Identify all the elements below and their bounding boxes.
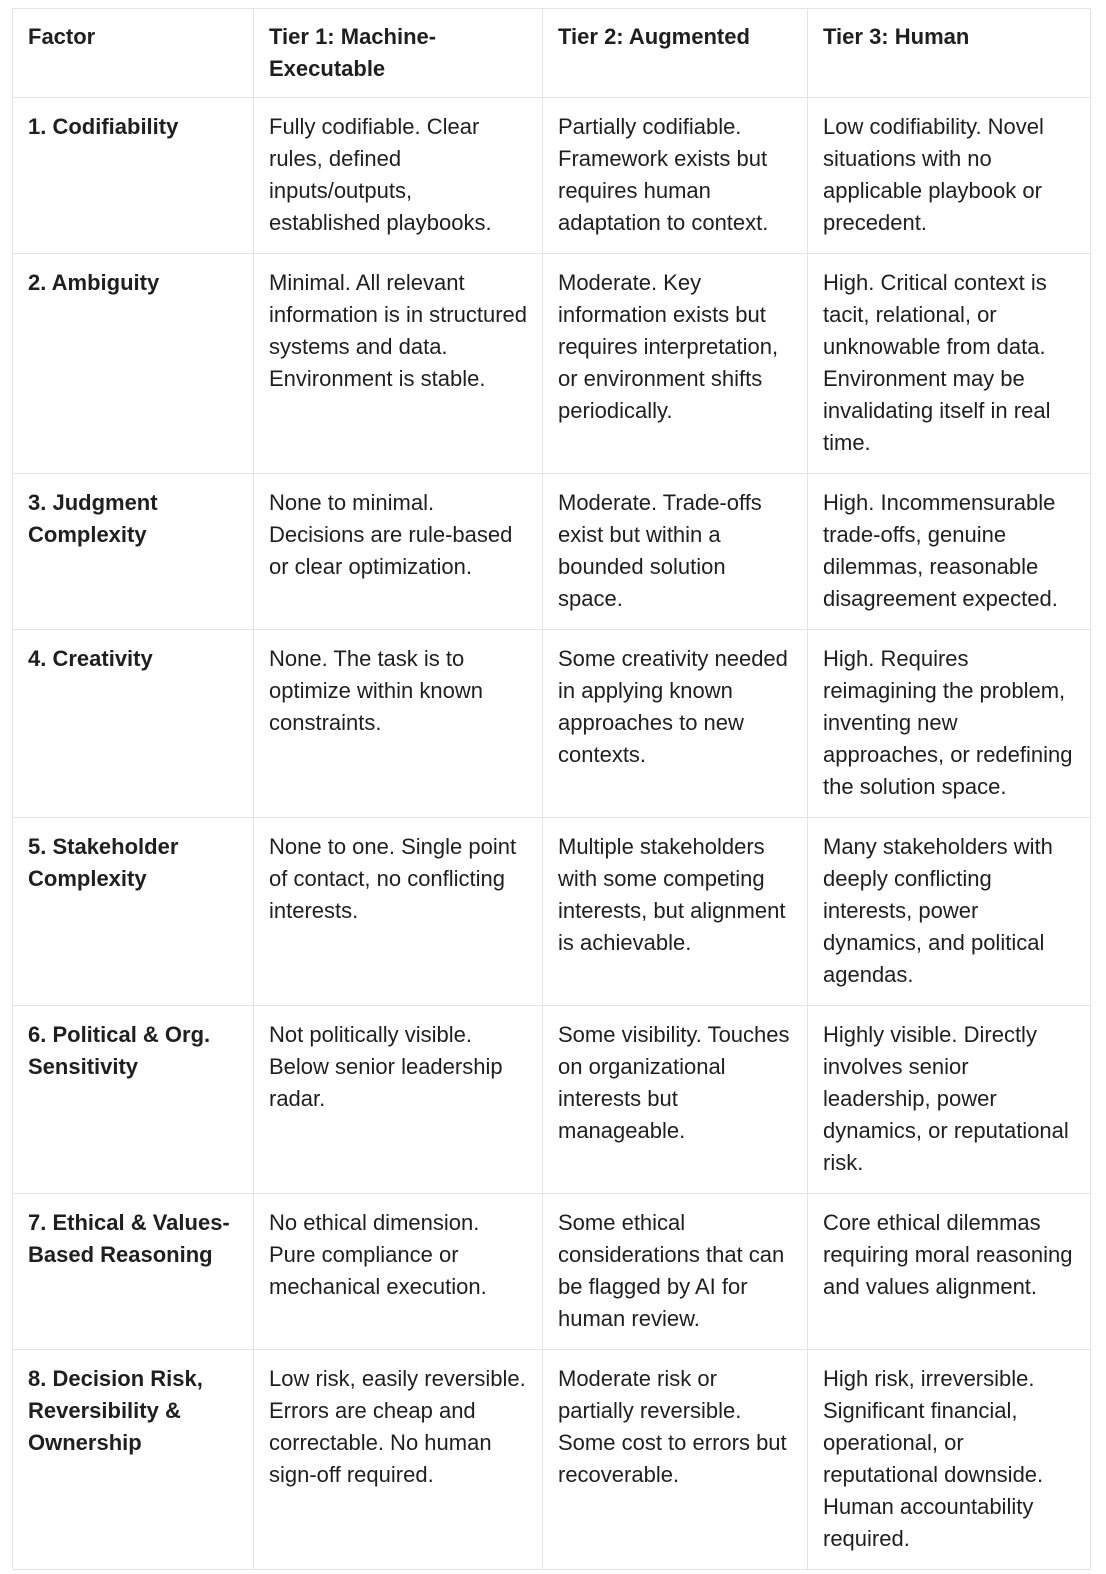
tier-comparison-table-container (12, 8, 1090, 1570)
factor-cell: 7. Ethical & Values-Based Reasoning (13, 1194, 254, 1350)
factor-cell: 4. Creativity (13, 630, 254, 818)
tier2-cell: Partially codifiable. Framework exists but requires human adaptation to context. (543, 98, 808, 254)
header-tier2: Tier 2: Augmented (543, 9, 808, 98)
tier3-cell: High. Incommensurable trade-offs, genuine dilemmas, reasonable disagreement expected. (808, 474, 1091, 630)
tier1-cell: Low risk, easily reversible. Errors are cheap and correctable. No human sign-off required. (254, 1350, 543, 1570)
table-row (13, 474, 1091, 630)
table-row (13, 98, 1091, 254)
tier3-cell: Highly visible. Directly involves senior leadership, power dynamics, or reputational risk. (808, 1006, 1091, 1194)
tier1-cell: No ethical dimension. Pure compliance or mechanical execution. (254, 1194, 543, 1350)
header-tier3: Tier 3: Human (808, 9, 1091, 98)
table-row (13, 818, 1091, 1006)
table-row (13, 1194, 1091, 1350)
header-factor: Factor (13, 9, 254, 98)
table-row (13, 254, 1091, 474)
tier1-cell: None. The task is to optimize within known constraints. (254, 630, 543, 818)
factor-cell: 2. Ambiguity (13, 254, 254, 474)
table-row (13, 1006, 1091, 1194)
tier1-cell: None to minimal. Decisions are rule-based or clear optimization. (254, 474, 543, 630)
header-tier1: Tier 1: Machine-Executable (254, 9, 543, 98)
tier2-cell: Moderate. Key information exists but requires interpretation, or environment shifts periodically. (543, 254, 808, 474)
factor-cell: 8. Decision Risk, Reversibility & Ownership (13, 1350, 254, 1570)
tier2-cell: Multiple stakeholders with some competing interests, but alignment is achievable. (543, 818, 808, 1006)
tier3-cell: High. Requires reimagining the problem, inventing new approaches, or redefining the solution space. (808, 630, 1091, 818)
tier3-cell: Many stakeholders with deeply conflicting interests, power dynamics, and political agendas. (808, 818, 1091, 1006)
table-row (13, 1350, 1091, 1570)
tier2-cell: Some ethical considerations that can be flagged by AI for human review. (543, 1194, 808, 1350)
tier3-cell: High. Critical context is tacit, relational, or unknowable from data. Environment may be invalidating itself in real time. (808, 254, 1091, 474)
tier2-cell: Moderate. Trade-offs exist but within a bounded solution space. (543, 474, 808, 630)
tier1-cell: Minimal. All relevant information is in structured systems and data. Environment is stable. (254, 254, 543, 474)
tier3-cell: Low codifiability. Novel situations with no applicable playbook or precedent. (808, 98, 1091, 254)
tier3-cell: Core ethical dilemmas requiring moral reasoning and values alignment. (808, 1194, 1091, 1350)
tier3-cell: High risk, irreversible. Significant financial, operational, or reputational downside. Human accountability required. (808, 1350, 1091, 1570)
factor-cell: 3. Judgment Complexity (13, 474, 254, 630)
tier1-cell: None to one. Single point of contact, no conflicting interests. (254, 818, 543, 1006)
factor-cell: 5. Stakeholder Complexity (13, 818, 254, 1006)
tier2-cell: Some creativity needed in applying known approaches to new contexts. (543, 630, 808, 818)
factor-cell: 1. Codifiability (13, 98, 254, 254)
tier2-cell: Some visibility. Touches on organizational interests but manageable. (543, 1006, 808, 1194)
table-row (13, 630, 1091, 818)
tier1-cell: Not politically visible. Below senior leadership radar. (254, 1006, 543, 1194)
factor-cell: 6. Political & Org. Sensitivity (13, 1006, 254, 1194)
tier-comparison-table (12, 8, 1091, 1570)
tier2-cell: Moderate risk or partially reversible. Some cost to errors but recoverable. (543, 1350, 808, 1570)
tier1-cell: Fully codifiable. Clear rules, defined inputs/outputs, established playbooks. (254, 98, 543, 254)
table-header-row (13, 9, 1091, 98)
